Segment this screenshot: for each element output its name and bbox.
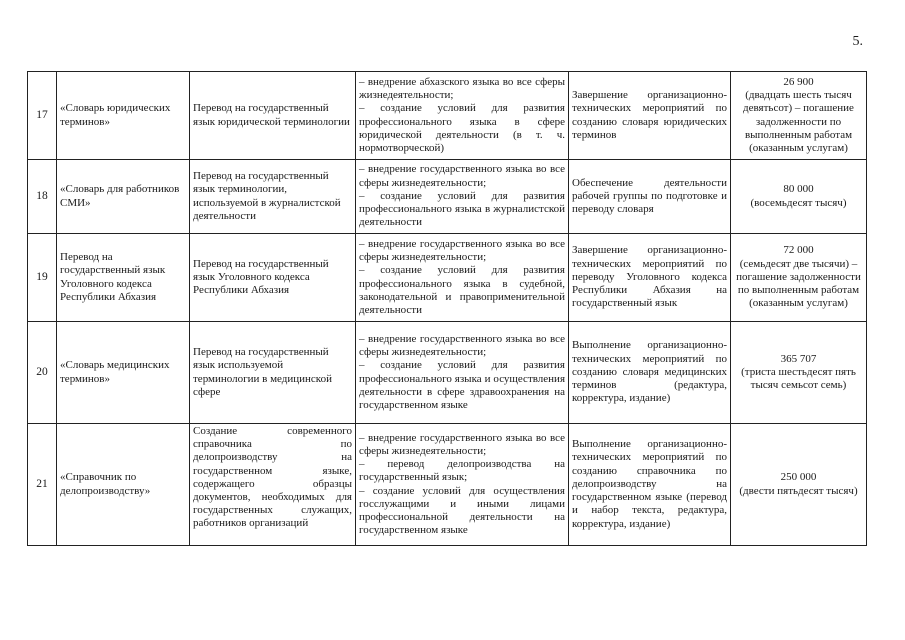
amount-cell [731, 72, 867, 160]
amount-value: 250 000 [780, 471, 817, 484]
amount-value: 80 000 [783, 183, 814, 196]
project-purpose: Создание современного справочника по делопроизводству на государственном языке, содержащего образцы документов, необходимых для государственных служащих, работников организаций [190, 424, 356, 546]
amount-cell [731, 234, 867, 322]
project-name: «Словарь медицинских терминов» [57, 322, 190, 424]
task-item: – внедрение государственного языка во все сферы жизнедеятельности; [359, 431, 565, 457]
amount-words: (двести пятьдесят тысяч) [739, 484, 858, 497]
project-tasks [356, 160, 569, 234]
project-name: «Справочник по делопроизводству» [57, 424, 190, 546]
task-item: – внедрение государственного языка во все сферы жизнедеятельности; [359, 237, 565, 264]
row-number: 19 [28, 234, 57, 322]
page-number: 5. [852, 34, 863, 49]
expected-result: Выполнение организационно-технических мероприятий по созданию словаря медицинских терминов (редактура, корректура, издание) [569, 322, 731, 424]
expected-result: Завершение организационно-технических мероприятий по созданию словаря юридических терминов [569, 72, 731, 160]
project-purpose: Перевод на государственный язык юридической терминологии [190, 72, 356, 160]
task-item: – внедрение государственного языка во все сферы жизнедеятельности; [359, 163, 565, 189]
table-row [28, 234, 867, 322]
project-tasks [356, 72, 569, 160]
table-row [28, 424, 867, 546]
task-item: – создание условий для развития профессионального языка в судебной, законодательной и правоприменительной деятельности [359, 264, 565, 316]
amount-words: (семьдесят две тысячи) – погашение задолженности по выполненным работам (оказанным услугам) [736, 257, 861, 310]
project-name: «Словарь для работников СМИ» [57, 160, 190, 234]
project-tasks [356, 234, 569, 322]
expected-result: Обеспечение деятельности рабочей группы по подготовке и переводу словаря [569, 160, 731, 234]
amount-value: 365 707 [780, 352, 817, 365]
task-item: – внедрение абхазского языка во все сферы жизнедеятельности; [359, 75, 565, 102]
project-name: «Словарь юридических терминов» [57, 72, 190, 160]
task-item: – внедрение государственного языка во все сферы жизнедеятельности; [359, 332, 565, 359]
table-row [28, 160, 867, 234]
row-number: 18 [28, 160, 57, 234]
task-item: – создание условий для развития профессионального языка в журналистской деятельности [359, 189, 565, 229]
amount-words: (двадцать шесть тысяч девятьсот) – погашение задолженности по выполненным работам (оказанным услугам) [743, 89, 854, 154]
task-item: – создание условий для развития профессионального языка в сфере юридической деятельности (в т. ч. нормотворческой) [359, 102, 565, 154]
amount-value: 26 900 [783, 75, 814, 88]
row-number: 20 [28, 322, 57, 424]
row-number: 21 [28, 424, 57, 546]
amount-cell [731, 424, 867, 546]
row-number: 17 [28, 72, 57, 160]
task-item: – создание условий для осуществления госслужащими и иными лицами профессиональной деятельности на государственном языке [359, 484, 565, 537]
amount-cell [731, 160, 867, 234]
amount-cell [731, 322, 867, 424]
budget-table [27, 71, 867, 546]
expected-result: Выполнение организационно-технических мероприятий по созданию справочника по делопроизводству на государственном языке (перевод и набор текста, редактура, корректура, издание) [569, 424, 731, 546]
project-purpose: Перевод на государственный язык используемой терминологии в медицинской сфере [190, 322, 356, 424]
task-item: – создание условий для развития профессионального языка и осуществления деятельности в сфере здравоохранения на государственном языке [359, 359, 565, 411]
amount-words: (триста шестьдесят пять тысяч семьсот семь) [741, 365, 856, 392]
table-row [28, 72, 867, 160]
project-purpose: Перевод на государственный язык Уголовного кодекса Республики Абхазия [190, 234, 356, 322]
amount-words: (восемьдесят тысяч) [750, 196, 847, 209]
task-item: – перевод делопроизводства на государственный язык; [359, 458, 565, 484]
project-name: Перевод на государственный язык Уголовного кодекса Республики Абхазия [57, 234, 190, 322]
project-tasks [356, 424, 569, 546]
amount-value: 72 000 [783, 244, 814, 257]
project-purpose: Перевод на государственный язык терминологии, используемой в журналистской деятельности [190, 160, 356, 234]
project-tasks [356, 322, 569, 424]
table-row [28, 322, 867, 424]
expected-result: Завершение организационно-технических мероприятий по переводу Уголовного кодекса Республики Абхазия на государственный язык [569, 234, 731, 322]
